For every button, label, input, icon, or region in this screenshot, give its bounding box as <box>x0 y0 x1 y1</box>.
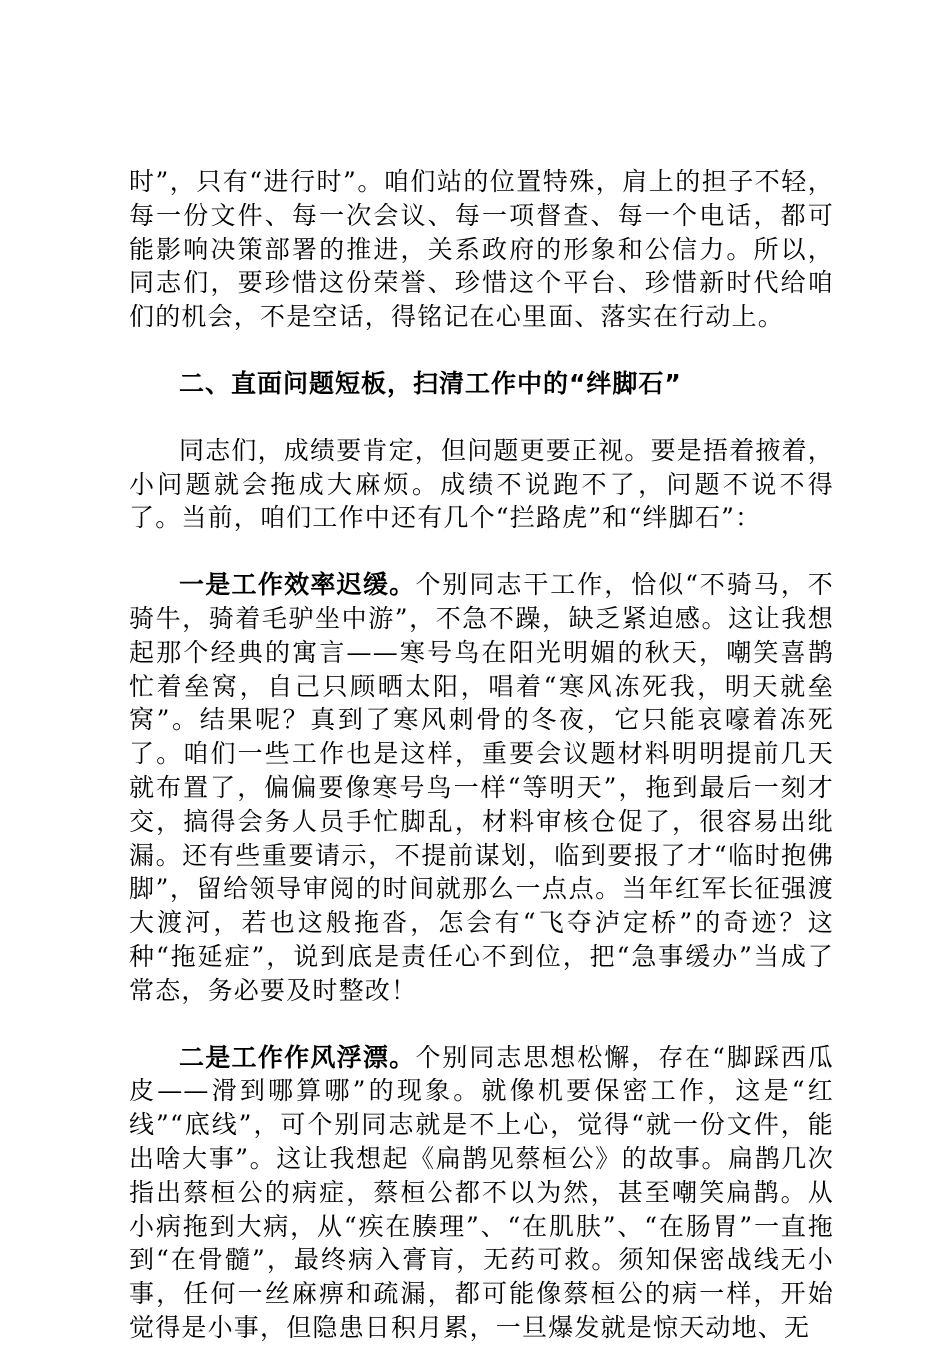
item-body-2: 个别同志思想松懈，存在“脚踩西瓜皮——滑到哪算哪”的现象。就像机要保密工作，这是“红线”“底线”，可个别同志就是不上心，觉得“就一份文件，能出啥大事”。这让我想起《扁鹊见蔡桓公》的故事。扁鹊几次指出蔡桓公的病症，蔡桓公都不以为然，甚至嘲笑扁鹊。从小病拖到大病，从“疾在腠理”、“在肌肤”、“在肠胃”一直拖到“在骨髓”，最终病入膏肓，无药可救。须知保密战线无小事，任何一丝麻痹和疏漏，都可能像蔡桓公的病一样，开始觉得是小事，但隐患日积月累，一旦爆发就是惊天动地、无 <box>129 1042 834 1342</box>
continuation-paragraph: 时”，只有“进行时”。咱们站的位置特殊，肩上的担子不轻，每一份文件、每一次会议、每一项督查、每一个电话，都可能影响决策部署的推进，关系政府的形象和公信力。所以，同志们，要珍惜这份荣誉、珍惜这个平台、珍惜新时代给咱们的机会，不是空话，得铭记在心里面、落实在行动上。 <box>129 167 834 332</box>
item-paragraph-1 <box>129 568 834 1007</box>
item-body-1: 个别同志干工作，恰似“不骑马，不骑牛，骑着毛驴坐中游”，不急不躁，缺乏紧迫感。这让我想起那个经典的寓言——寒号鸟在阳光明媚的秋天，嘲笑喜鹊忙着垒窝，自己只顾晒太阳，唱着“寒风冻死我，明天就垒窝”。结果呢？真到了寒风刺骨的冬夜，它只能哀嚎着冻死了。咱们一些工作也是这样，重要会议题材料明明提前几天就布置了，偏偏要像寒号鸟一样“等明天”，拖到最后一刻才交，搞得会务人员手忙脚乱，材料审核仓促了，很容易出纰漏。还有些重要请示，不提前谋划，临到要报了才“临时抱佛脚”，留给领导审阅的时间就那么一点点。当年红军长征强渡大渡河，若也这般拖沓，怎会有“飞夺泸定桥”的奇迹？这种“拖延症”，说到底是责任心不到位，把“急事缓办”当成了常态，务必要及时整改！ <box>129 570 834 1005</box>
item-lead-2: 二是工作作风浮漂。 <box>179 1042 416 1072</box>
intro-paragraph: 同志们，成绩要肯定，但问题更要正视。要是捂着掖着，小问题就会拖成大麻烦。成绩不说跑不了，问题不说不得了。当前，咱们工作中还有几个“拦路虎”和“绊脚石”： <box>129 435 835 533</box>
section-heading: 二、直面问题短板，扫清工作中的“绊脚石” <box>179 368 682 398</box>
document-page <box>129 165 834 1345</box>
item-lead-1: 一是工作效率迟缓。 <box>179 570 416 600</box>
item-paragraph-2 <box>129 1041 834 1345</box>
